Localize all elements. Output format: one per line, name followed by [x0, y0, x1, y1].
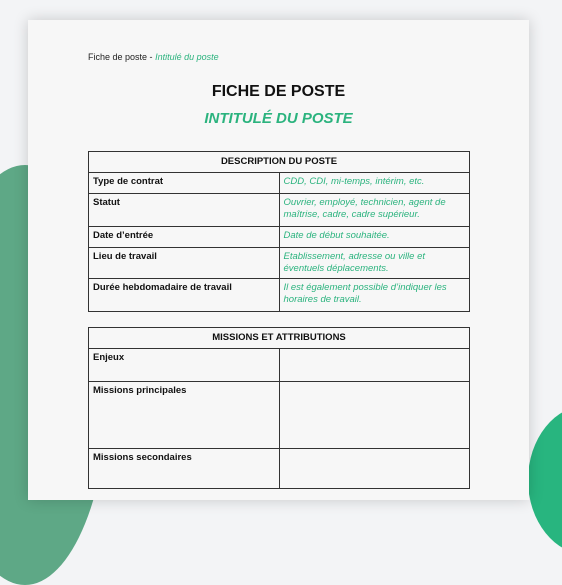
document-subtitle: INTITULÉ DU POSTE: [204, 110, 353, 127]
missions-header-row: [89, 328, 470, 349]
table-row: [89, 248, 470, 279]
row-value: CDD, CDI, mi-temps, intérim, etc.: [279, 173, 470, 194]
row-label: Durée hebdomadaire de travail: [89, 279, 280, 312]
row-label: Enjeux: [89, 349, 280, 382]
row-label: Type de contrat: [89, 173, 280, 194]
row-value-empty: [279, 382, 470, 449]
table-row: [89, 382, 470, 449]
header-accent: Intitulé du poste: [155, 52, 219, 62]
table-row: [89, 173, 470, 194]
row-value: Il est également possible d’indiquer les horaires de travail.: [279, 279, 470, 312]
description-heading: DESCRIPTION DU POSTE: [89, 152, 470, 173]
row-label: Missions secondaires: [89, 449, 280, 489]
document-title: FICHE DE POSTE: [211, 83, 346, 100]
row-label: Lieu de travail: [89, 248, 280, 279]
row-value: Date de début souhaitée.: [279, 227, 470, 248]
background-shape-right: [528, 405, 562, 555]
description-table: [88, 151, 470, 312]
table-row: [89, 227, 470, 248]
row-label: Statut: [89, 194, 280, 227]
row-value: Etablissement, adresse ou ville et éventuels déplacements.: [279, 248, 470, 279]
page-header: [88, 52, 219, 62]
missions-table: [88, 327, 470, 489]
table-row: [89, 349, 470, 382]
header-prefix: Fiche de poste -: [88, 52, 153, 62]
row-value: Ouvrier, employé, technicien, agent de maîtrise, cadre, cadre supérieur.: [279, 194, 470, 227]
row-value-empty: [279, 449, 470, 489]
row-label: Missions principales: [89, 382, 280, 449]
row-label: Date d’entrée: [89, 227, 280, 248]
table-row: [89, 449, 470, 489]
table-row: [89, 279, 470, 312]
description-header-row: [89, 152, 470, 173]
row-value-empty: [279, 349, 470, 382]
document-page: [28, 20, 529, 500]
table-row: [89, 194, 470, 227]
missions-heading: MISSIONS ET ATTRIBUTIONS: [89, 328, 470, 349]
